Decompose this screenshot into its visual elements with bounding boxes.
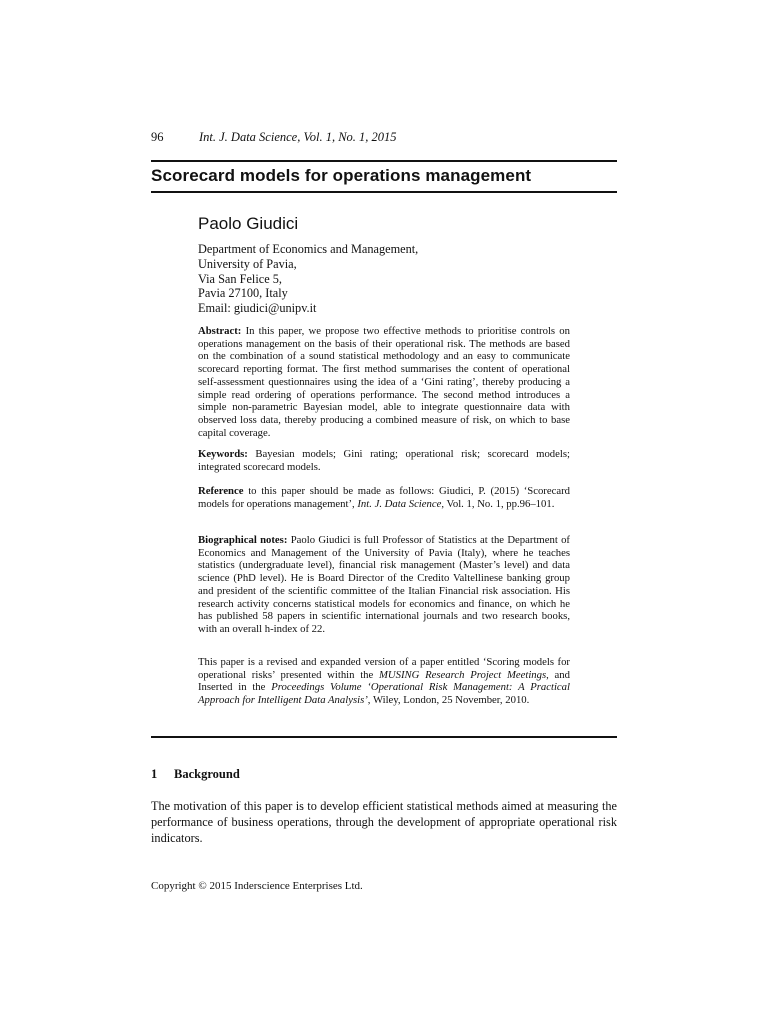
- front-matter-rule: [151, 736, 617, 738]
- bio-label: Biographical notes:: [198, 534, 288, 546]
- reference-journal: Int. J. Data Science: [357, 497, 442, 510]
- journal-citation: Int. J. Data Science, Vol. 1, No. 1, 2015: [199, 130, 397, 144]
- section-number: 1: [151, 767, 158, 781]
- section-paragraph: The motivation of this paper is to develop efficient statistical methods aimed at measuring the performance of business operations, through the development of appropriate operational risk indicators.: [151, 799, 617, 845]
- title-bottom-rule: [151, 191, 617, 193]
- affiliation-line: Pavia 27100, Italy: [198, 286, 288, 301]
- section-heading: [151, 767, 240, 782]
- running-head: [151, 130, 397, 145]
- bio-text: Paolo Giudici is full Professor of Statistics at the Department of Economics and Management of the University of Pavia (Italy), where he teaches statistics (undergraduate level), financial risk management (Master’s level) and data science (PhD level). He is Board Director of the Credito Valtellinese banking group and president of the scientific committee of the Italian Financial risk association. His research activity concerns statistical models for economics and finance, on which he has published 58 papers in scientific international journals and two research books, with an overall h-index of 22.: [198, 534, 570, 635]
- affiliation-line: Department of Economics and Management,: [198, 242, 419, 256]
- revision-meetings: MUSING Research Project Meetings: [379, 668, 547, 681]
- title-top-rule: [151, 160, 617, 162]
- affiliation-line: Via San Felice 5,: [198, 271, 282, 286]
- revision-text: , Wiley, London, 25 November, 2010.: [367, 694, 530, 707]
- author-name: Paolo Giudici: [198, 214, 299, 233]
- keywords-label: Keywords:: [198, 448, 248, 460]
- author-affiliation: [198, 242, 418, 316]
- reference-details: , Vol. 1, No. 1, pp.96–101.: [441, 497, 555, 510]
- revision-note: [198, 656, 570, 707]
- keywords: [198, 448, 570, 473]
- revision-text: This paper is a revised and expanded version of a paper entitled ‘Scoring models for operational risks’ presented within the: [198, 656, 570, 681]
- abstract: [198, 325, 570, 439]
- author-email: Email: giudici@unipv.it: [198, 301, 317, 316]
- biographical-notes: [198, 534, 570, 636]
- revision-proceedings: Proceedings Volume ‘Operational Risk Management: A Practical Approach for Intelligent Data Analysis’: [198, 681, 570, 707]
- affiliation-line: University of Pavia,: [198, 256, 297, 271]
- revision-text: , and Inserted in the: [198, 668, 570, 694]
- abstract-text: In this paper, we propose two effective methods to prioritise controls on operations management on the basis of their operational risk. The methods are based on the combination of a sound statistical methodology and an easy to communicate scorecard reporting format. The first method summarises the content of operational self-assessment questionnaires using the idea of a ‘Gini rating’, thereby producing a simple read ordering of operations performance. The second method introduces a simple non-parametric Bayesian model, able to integrate questionnaire data with observed loss data, thereby producing a combined measure of risk, on which to base capital coverage.: [198, 325, 570, 439]
- reference: [198, 485, 570, 510]
- abstract-label: Abstract:: [198, 325, 242, 337]
- reference-text: to this paper should be made as follows: Giudici, P. (2015) ‘Scorecard models for operations management’,: [198, 485, 570, 510]
- section-title: Background: [174, 767, 240, 781]
- article-title: Scorecard models for operations management: [151, 166, 532, 185]
- reference-label: Reference: [198, 485, 244, 497]
- page-number: 96: [151, 130, 164, 144]
- copyright-notice: Copyright © 2015 Inderscience Enterprises Ltd.: [151, 880, 363, 892]
- keywords-text: Bayesian models; Gini rating; operational risk; scorecard models; integrated scorecard models.: [198, 448, 570, 473]
